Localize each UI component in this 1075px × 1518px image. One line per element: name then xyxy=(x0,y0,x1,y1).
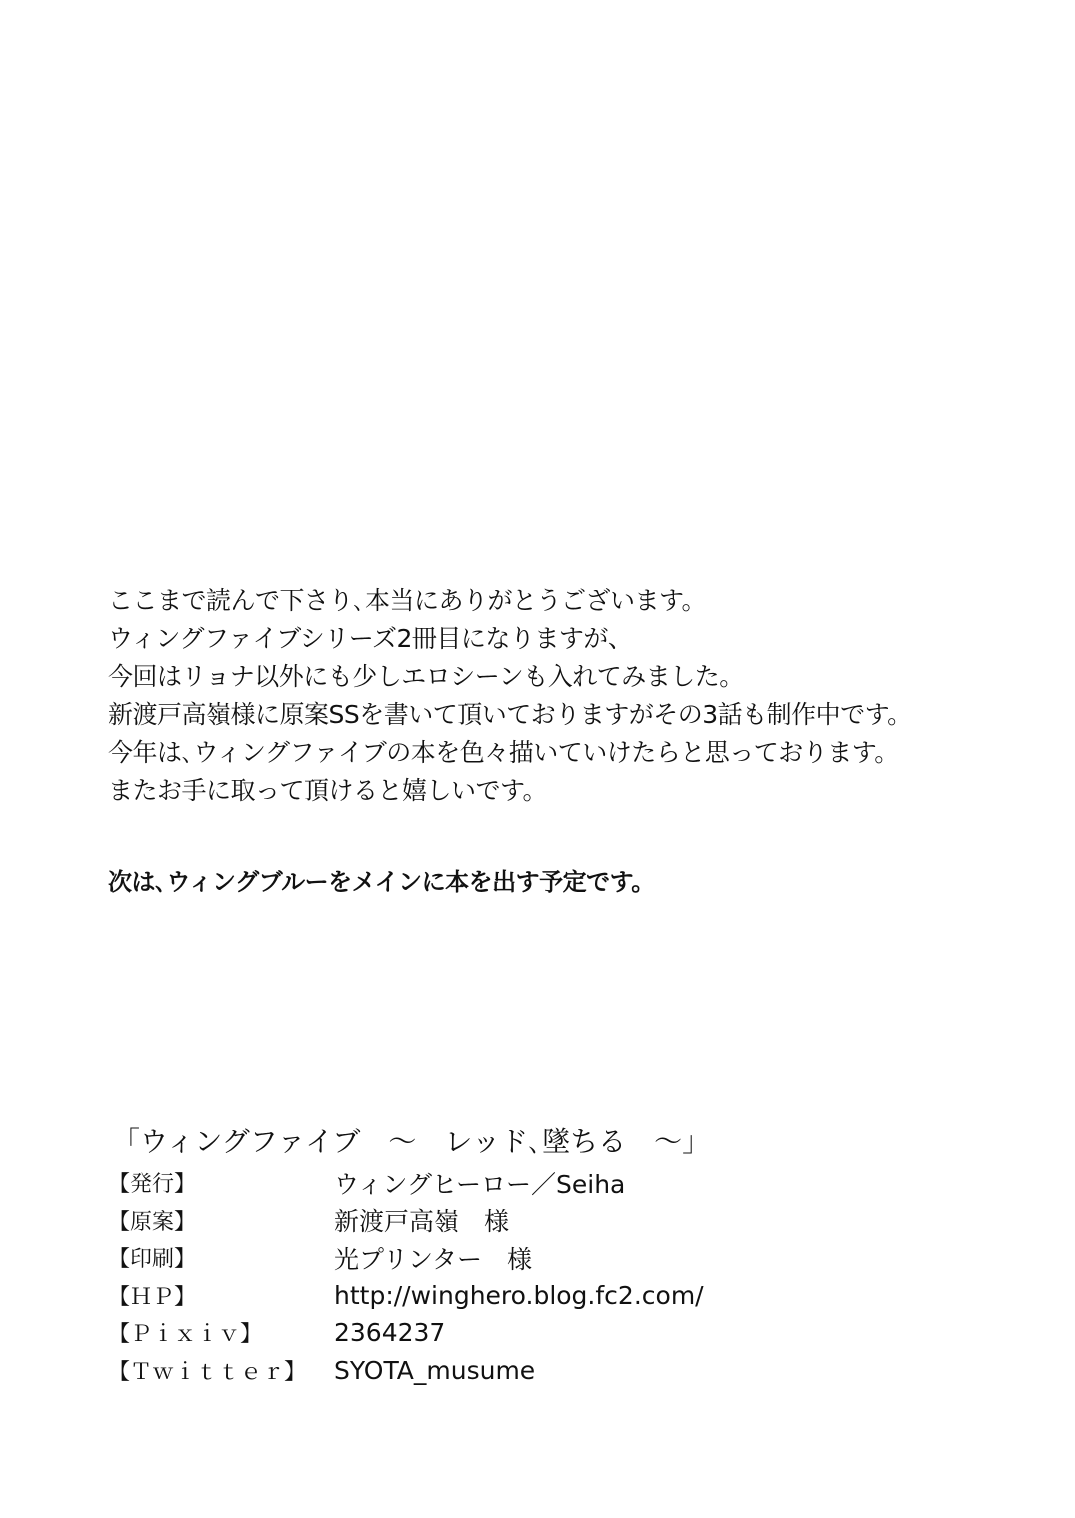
colophon-value: 新渡戸高嶺 様 xyxy=(334,1207,510,1237)
afterword-line: 新渡戸高嶺様に原案SSを書いて頂いておりますがその3話も制作中です。 xyxy=(108,700,912,729)
book-title: 「ウィングファイブ ～ レッド､墜ちる ～」 xyxy=(112,1125,711,1158)
afterword-message xyxy=(108,582,1038,810)
colophon-row-pixiv xyxy=(108,1314,1008,1352)
colophon xyxy=(108,1120,1008,1389)
afterword-line: またお手に取って頂けると嬉しいです。 xyxy=(108,776,548,805)
colophon-label: 【Ｔｗｉｔｔｅｒ】 xyxy=(108,1359,307,1385)
afterword-line: 今回はリョナ以外にも少しエロシーンも入れてみました。 xyxy=(108,662,744,691)
colophon-row-printer xyxy=(108,1239,1008,1277)
next-release-note: 次は､ウィングブルーをメインに本を出す予定です。 xyxy=(108,868,655,896)
colophon-label: 【Ｐｉｘｉｖ】 xyxy=(108,1322,263,1348)
colophon-row-homepage xyxy=(108,1277,1008,1315)
colophon-row-twitter xyxy=(108,1352,1008,1390)
colophon-value: ウィングヒーロー／Seiha xyxy=(334,1169,626,1199)
colophon-row-original-story xyxy=(108,1202,1008,1240)
colophon-value: 光プリンター 様 xyxy=(334,1244,533,1274)
colophon-label: 【ＨＰ】 xyxy=(108,1284,197,1310)
colophon-row-publisher xyxy=(108,1164,1008,1202)
homepage-url: http://winghero.blog.fc2.com/ xyxy=(334,1280,704,1310)
pixiv-id: 2364237 xyxy=(334,1318,446,1348)
afterword-line: ウィングファイブシリーズ2冊目になりますが、 xyxy=(108,624,633,653)
colophon-label: 【発行】 xyxy=(108,1172,197,1198)
twitter-handle: SYOTA_musume xyxy=(334,1355,536,1385)
afterword-line: 今年は､ウィングファイブの本を色々描いていけたらと思っております。 xyxy=(108,738,899,767)
colophon-label: 【原案】 xyxy=(108,1209,197,1235)
afterword-line: ここまで読んで下さり､本当にありがとうございます。 xyxy=(108,586,707,615)
colophon-label: 【印刷】 xyxy=(108,1247,197,1273)
